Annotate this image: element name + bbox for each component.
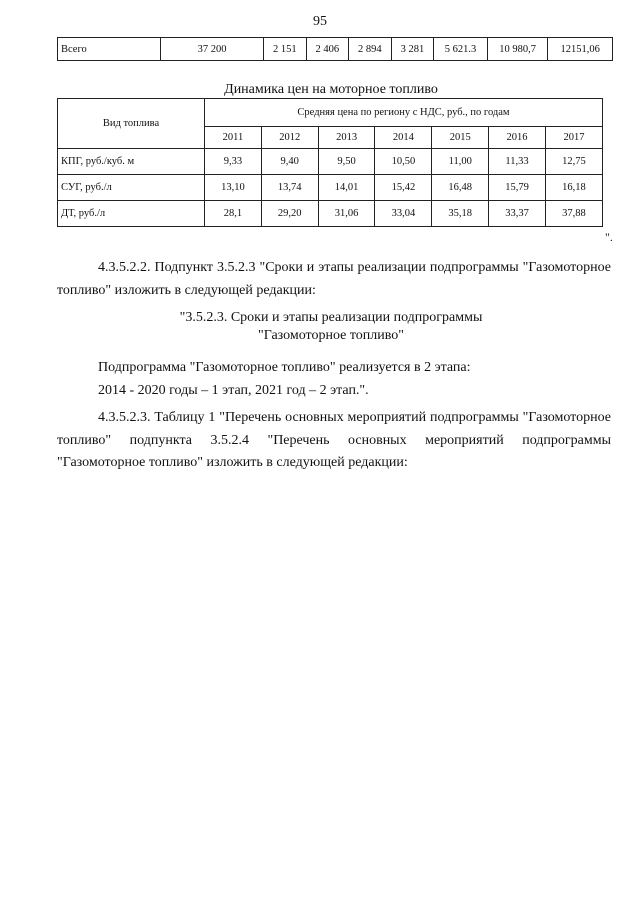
table-cell: 29,20 [261,201,318,227]
paragraph-subpoint-change: 4.3.5.2.2. Подпункт 3.5.2.3 "Сроки и этапы реализации подпрограммы "Газомоторное топливо" изложить в следующей редакции: [57,260,611,298]
year-header: 2014 [375,127,432,149]
total-value: 37 200 [161,38,264,61]
year-header: 2012 [261,127,318,149]
table-cell: 11,00 [432,149,489,175]
total-value: 10 980,7 [487,38,548,61]
table-cell: 16,48 [432,175,489,201]
year-header: 2015 [432,127,489,149]
paragraph-stages: 2014 - 2020 годы – 1 этап, 2021 год – 2 этап.". [98,383,369,398]
table-cell: 9,40 [261,149,318,175]
column-header-average-price: Средняя цена по региону с НДС, руб., по годам [205,99,603,127]
paragraph-table-change: 4.3.5.2.3. Таблицу 1 "Перечень основных мероприятий подпрограммы "Газомоторное топливо" подпункта 3.5.2.4 "Перечень основных мероприятий подпрограммы "Газомоторное топливо" изложить в следующей редакции: [57,410,611,470]
table-cell: 9,50 [318,149,375,175]
year-header: 2013 [318,127,375,149]
table-cell: 33,04 [375,201,432,227]
table-cell: 13,10 [205,175,262,201]
table-cell: 35,18 [432,201,489,227]
paragraph-stages-intro: Подпрограмма "Газомоторное топливо" реализуется в 2 этапа: [98,360,471,375]
table-row [58,149,603,175]
column-header-fuel-type: Вид топлива [58,99,205,149]
table-cell: 15,79 [489,175,546,201]
total-value: 3 281 [391,38,434,61]
table-cell: 12,75 [545,149,602,175]
section-heading-line1: "3.5.2.3. Сроки и этапы реализации подпрограммы [179,310,483,325]
total-value: 5 621.3 [434,38,488,61]
table-end-quote: ". [605,230,613,244]
table-cell: 10,50 [375,149,432,175]
table-cell: 11,33 [489,149,546,175]
table-header-row [58,99,603,127]
table-cell: 14,01 [318,175,375,201]
table-cell: 37,88 [545,201,602,227]
table-cell: 33,37 [489,201,546,227]
year-header: 2011 [205,127,262,149]
table-row [58,175,603,201]
table-cell: 31,06 [318,201,375,227]
year-header: 2016 [489,127,546,149]
row-label: СУГ, руб./л [58,175,205,201]
price-table-title: Динамика цен на моторное топливо [224,82,438,97]
total-value: 2 151 [264,38,307,61]
table-row [58,201,603,227]
row-label: КПГ, руб./куб. м [58,149,205,175]
table-cell: 13,74 [261,175,318,201]
table-cell: 15,42 [375,175,432,201]
table-cell: 28,1 [205,201,262,227]
total-value: 12151,06 [548,38,613,61]
table-cell: 9,33 [205,149,262,175]
total-value: 2 894 [349,38,392,61]
fuel-price-table [57,98,603,227]
total-row-table [57,37,613,61]
table-cell: 16,18 [545,175,602,201]
total-label: Всего [58,38,161,61]
year-header: 2017 [545,127,602,149]
section-heading-line2: "Газомоторное топливо" [258,328,404,343]
total-row [58,38,613,61]
total-value: 2 406 [306,38,349,61]
page-number: 95 [313,14,327,29]
row-label: ДТ, руб./л [58,201,205,227]
